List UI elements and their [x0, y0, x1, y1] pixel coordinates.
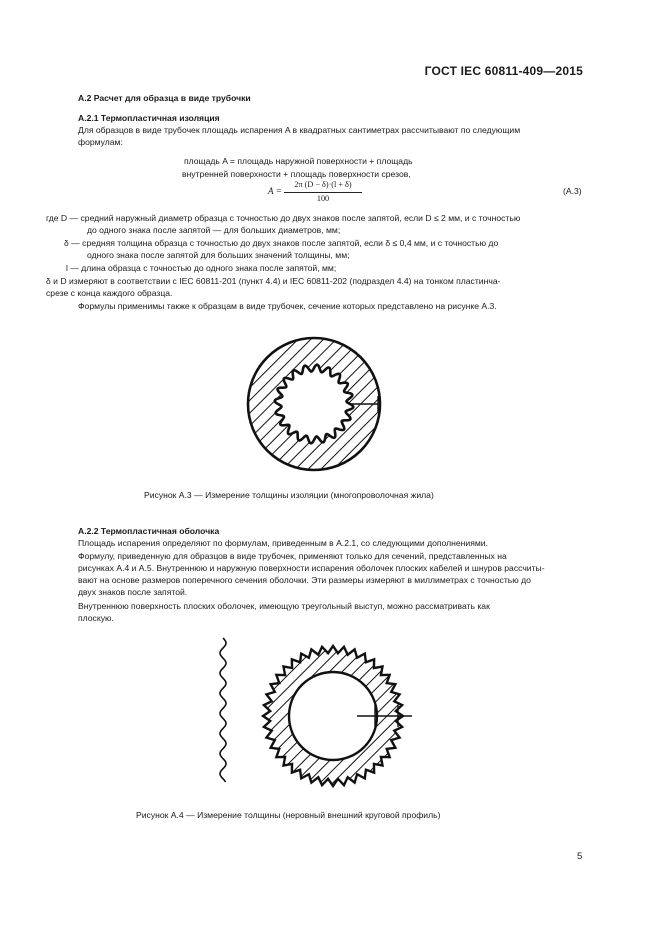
where-line: δ — средняя толщина образца с точностью до двух знаков после запятой, если δ ≤ 0,4 мм, и с точностью до [64, 238, 499, 248]
figure-a3-caption: Рисунок А.3 — Измерение толщины изоляции (многопроволочная жила) [144, 490, 434, 500]
formula-number: (А.3) [563, 186, 582, 196]
formula-lhs: A = [268, 186, 282, 196]
figure-a4 [205, 630, 435, 790]
paragraph-line: формулам: [78, 137, 123, 147]
formula-text: внутренней поверхности + площадь поверхности срезов, [182, 169, 411, 179]
where-line: где D — средний наружный диаметр образца с точностью до двух знаков после запятой, если D ≤ 2 мм, и с точностью [46, 213, 521, 223]
where-line: l — длина образца с точностью до одного знака после запятой, мм; [66, 263, 337, 273]
formula-numerator: 2π (D − δ)·(l + δ) [294, 180, 352, 189]
figure-a3 [238, 335, 388, 485]
paragraph-line: Для образцов в виде трубочек площадь испарения A в квадратных сантиметрах рассчитывают по следующим [78, 125, 521, 135]
where-line: δ и D измеряют в соответствии с IEC 60811-201 (пункт 4.4) и IEC 60811-202 (подраздел 4.4) на тонком пластинча- [46, 276, 501, 286]
page-number: 5 [577, 851, 583, 862]
section-a22-title: А.2.2 Термопластичная оболочка [78, 526, 220, 536]
paragraph-line: Площадь испарения определяют по формулам, приведенным в А.2.1, со следующими дополнениями. [78, 538, 488, 548]
paragraph-line: Формулу, приведенную для образцов в виде трубочек, применяют только для сечений, представленных на [78, 551, 507, 561]
where-line: срезе с конца каждого образца. [46, 288, 173, 298]
section-a2-title: А.2 Расчет для образца в виде трубочки [78, 93, 251, 103]
section-a21-title: А.2.1 Термопластичная изоляция [78, 113, 220, 123]
paragraph-line: рисунках А.4 и А.5. Внутреннюю и наружную поверхности испарения оболочек плоских кабелей и шнуров рассчиты- [78, 563, 545, 573]
where-line: до одного знака после запятой — для больших диаметров, мм; [87, 225, 341, 235]
paragraph-line: плоскую. [78, 613, 114, 623]
formula-denominator: 100 [316, 194, 330, 203]
fraction-bar [284, 192, 362, 193]
figure-a4-caption: Рисунок А.4 — Измерение толщины (неровный внешний круговой профиль) [136, 810, 441, 820]
where-line: одного знака после запятой для больших значений толщины, мм; [87, 250, 350, 260]
paragraph-line: двух знаков после запятой. [78, 587, 188, 597]
document-header: ГОСТ IEC 60811-409—2015 [424, 64, 583, 78]
paragraph-line: Внутреннюю поверхность плоских оболочек, имеющую треугольный выступ, можно рассматривать как [78, 601, 490, 611]
formula-text: площадь A = площадь наружной поверхности + площадь [184, 156, 413, 166]
flat-sheath-profile [220, 638, 226, 782]
paragraph-line: вают на основе размеров поперечного сечения оболочки. Эти размеры измеряют в миллиметрах с точностью до [78, 575, 531, 585]
paragraph-line: Формулы применимы также к образцам в виде трубочек, сечение которых представлено на рисунке А.3. [78, 301, 497, 311]
